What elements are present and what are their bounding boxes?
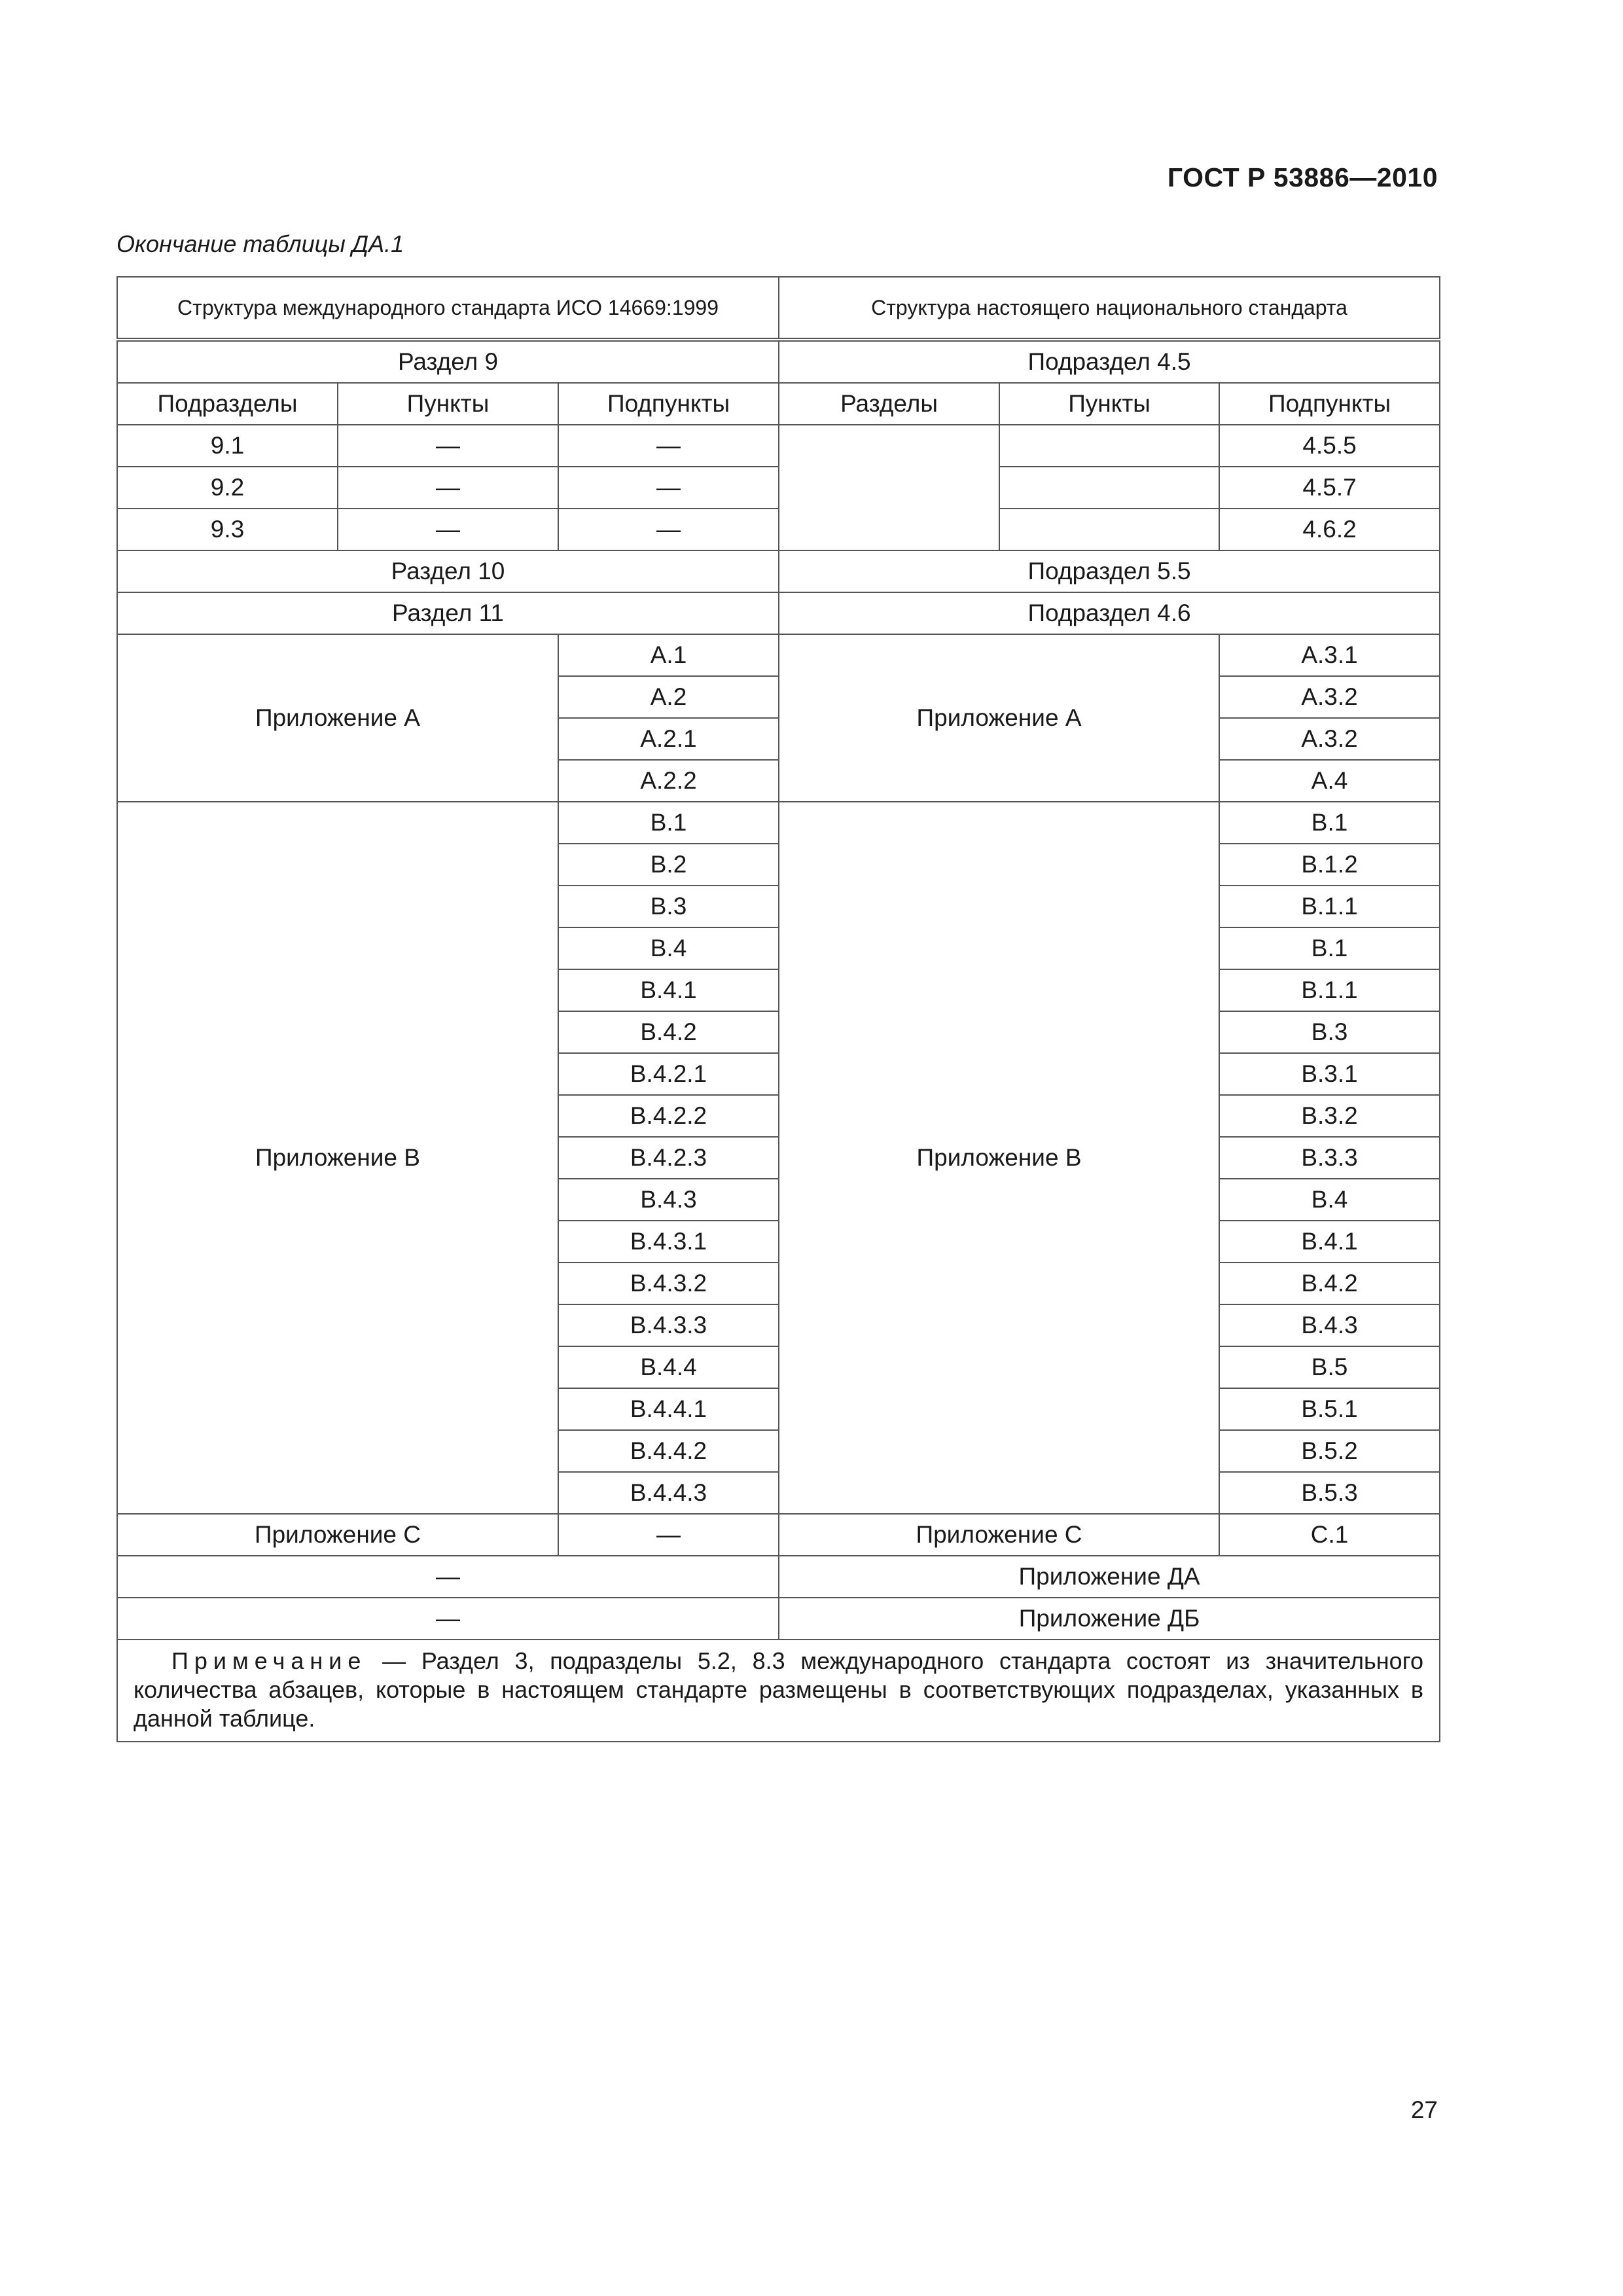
- note-cell: [117, 1640, 1440, 1742]
- cell: В.1.1: [1219, 969, 1440, 1011]
- annex-c-row: [117, 1514, 1440, 1556]
- cell: В.1: [1219, 802, 1440, 844]
- table-header-row: [117, 277, 1440, 340]
- cell: B.4.3.2: [558, 1263, 779, 1304]
- cell: —: [117, 1598, 779, 1640]
- empty-cell: [999, 509, 1219, 550]
- note-text: — Раздел 3, подразделы 5.2, 8.3 международного стандарта состоят из значительного количества абзацев, которые в настоящем стандарте размещены в соответствующих подразделах, указанных в данной таблице.: [134, 1647, 1424, 1732]
- subheader-cell: Подразделы: [117, 383, 338, 425]
- cell: B.1: [558, 802, 779, 844]
- cell: —: [338, 509, 558, 550]
- cell: А.3.2: [1219, 676, 1440, 718]
- cell: B.4.3: [558, 1179, 779, 1221]
- cell: Приложение С: [779, 1514, 1219, 1556]
- cell: B.4.3.3: [558, 1304, 779, 1346]
- cell: Раздел 10: [117, 550, 779, 592]
- cell: В.3.3: [1219, 1137, 1440, 1179]
- cell: B.4.4: [558, 1346, 779, 1388]
- cell: 9.1: [117, 425, 338, 467]
- cell: Раздел 11: [117, 592, 779, 634]
- subheader-cell: Разделы: [779, 383, 999, 425]
- cell: B.4.1: [558, 969, 779, 1011]
- cell: 9.3: [117, 509, 338, 550]
- cell: B.4.4.3: [558, 1472, 779, 1514]
- cell: A.1: [558, 634, 779, 676]
- subheader-cell: Подпункты: [1219, 383, 1440, 425]
- table-row: [117, 425, 1440, 467]
- empty-sections-cell: [779, 425, 999, 550]
- cell: —: [558, 425, 779, 467]
- table-row: [117, 802, 1440, 844]
- cell: В.4.2: [1219, 1263, 1440, 1304]
- cell: A.2: [558, 676, 779, 718]
- cell: В.5: [1219, 1346, 1440, 1388]
- cell: В.5.2: [1219, 1430, 1440, 1472]
- cell: —: [338, 425, 558, 467]
- cell: А.3.2: [1219, 718, 1440, 760]
- document-code: ГОСТ Р 53886—2010: [1167, 162, 1438, 192]
- cell: B.4.3.1: [558, 1221, 779, 1263]
- correspondence-table: [116, 276, 1440, 1742]
- cell: В.5.3: [1219, 1472, 1440, 1514]
- table-row: [117, 550, 1440, 592]
- annex-a-intl-label: Приложение A: [117, 634, 558, 802]
- section-9-cell: Раздел 9: [117, 340, 779, 383]
- table-row: [117, 1556, 1440, 1598]
- table-row: [117, 467, 1440, 509]
- cell: 4.5.5: [1219, 425, 1440, 467]
- cell: B.4.4.2: [558, 1430, 779, 1472]
- cell: Приложение C: [117, 1514, 558, 1556]
- header-national-structure: Структура настоящего национального стандарта: [779, 277, 1440, 340]
- cell: А.3.1: [1219, 634, 1440, 676]
- annex-b-intl-label: Приложение B: [117, 802, 558, 1514]
- cell: В.1.1: [1219, 886, 1440, 927]
- annex-a-national-label: Приложение А: [779, 634, 1219, 802]
- cell: В.3.2: [1219, 1095, 1440, 1137]
- note-row: [117, 1640, 1440, 1742]
- cell: B.4.2.1: [558, 1053, 779, 1095]
- cell: —: [558, 467, 779, 509]
- cell: —: [117, 1556, 779, 1598]
- cell: A.2.2: [558, 760, 779, 802]
- cell: В.3: [1219, 1011, 1440, 1053]
- subsection-4-5-cell: Подраздел 4.5: [779, 340, 1440, 383]
- cell: B.4: [558, 927, 779, 969]
- cell: —: [558, 1514, 779, 1556]
- subheader-cell: Подпункты: [558, 383, 779, 425]
- table-row: [117, 634, 1440, 676]
- cell: A.2.1: [558, 718, 779, 760]
- table-caption: Окончание таблицы ДА.1: [116, 230, 404, 257]
- annex-b-national-label: Приложение В: [779, 802, 1219, 1514]
- cell: В.4.3: [1219, 1304, 1440, 1346]
- cell: —: [338, 467, 558, 509]
- cell: 9.2: [117, 467, 338, 509]
- cell: Приложение ДБ: [779, 1598, 1440, 1640]
- cell: B.4.4.1: [558, 1388, 779, 1430]
- empty-cell: [999, 467, 1219, 509]
- cell: 4.5.7: [1219, 467, 1440, 509]
- cell: А.4: [1219, 760, 1440, 802]
- cell: В.5.1: [1219, 1388, 1440, 1430]
- section-9-row: [117, 340, 1440, 383]
- cell: B.3: [558, 886, 779, 927]
- cell: B.4.2.3: [558, 1137, 779, 1179]
- note-label: Примечание: [171, 1647, 367, 1674]
- cell: В.1: [1219, 927, 1440, 969]
- cell: Подраздел 4.6: [779, 592, 1440, 634]
- subheader-cell: Пункты: [999, 383, 1219, 425]
- cell: С.1: [1219, 1514, 1440, 1556]
- page-number: 27: [1410, 2096, 1438, 2123]
- cell: —: [558, 509, 779, 550]
- subheader-row: [117, 383, 1440, 425]
- header-intl-structure: Структура международного стандарта ИСО 14669:1999: [117, 277, 779, 340]
- cell: В.3.1: [1219, 1053, 1440, 1095]
- cell: В.1.2: [1219, 844, 1440, 886]
- table-row: [117, 592, 1440, 634]
- cell: Подраздел 5.5: [779, 550, 1440, 592]
- table-row: [117, 1598, 1440, 1640]
- cell: B.4.2: [558, 1011, 779, 1053]
- cell: В.4: [1219, 1179, 1440, 1221]
- empty-cell: [999, 425, 1219, 467]
- cell: В.4.1: [1219, 1221, 1440, 1263]
- table-row: [117, 509, 1440, 550]
- cell: B.2: [558, 844, 779, 886]
- cell: Приложение ДА: [779, 1556, 1440, 1598]
- cell: 4.6.2: [1219, 509, 1440, 550]
- subheader-cell: Пункты: [338, 383, 558, 425]
- cell: B.4.2.2: [558, 1095, 779, 1137]
